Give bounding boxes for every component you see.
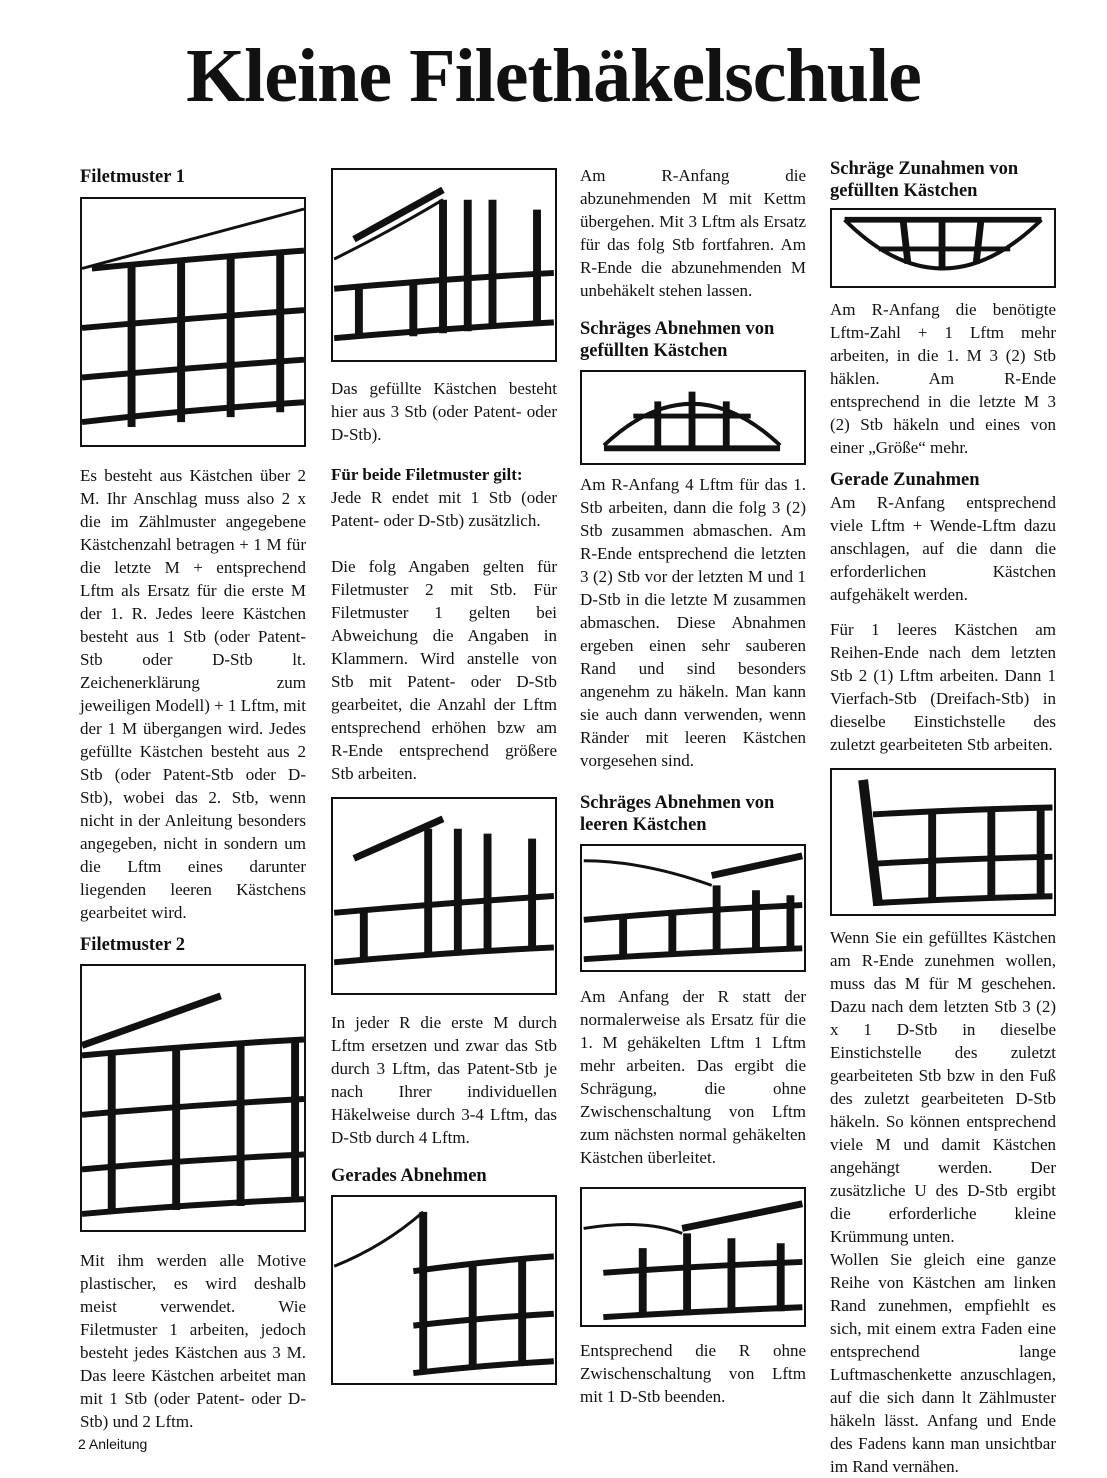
column-2	[331, 160, 557, 1385]
crochet-mesh-illustration	[333, 1197, 555, 1383]
text-slant-dec-empty: Am Anfang der R statt der normalerweise als Ersatz für die 1. M gehäkelten Lftm 1 Lftm mehr arbeiten. Das ergibt die Schrägung, die ohne Zwischenschaltung von Lftm zum nächsten normal gehäkelten Kästchen überleitet.	[580, 987, 806, 1167]
text-filled-box: Das gefüllte Kästchen besteht hier aus 3 Stb (oder Patent- oder D-Stb).	[331, 379, 557, 444]
page-footer: 2 Anleitung	[78, 1436, 148, 1452]
text-row-end: Jede R endet mit 1 Stb (oder Patent- oder D-Stb) zusätzlich.	[331, 488, 557, 530]
text-first-stitch: In jeder R die erste M durch Lftm ersetzen und zwar das Stb durch 3 Lftm, das Patent-Stb je nach Ihrer individuellen Häkelweise durch 3-4 Lftm, das D-Stb durch 4 Lftm.	[331, 1013, 557, 1147]
text-row-inc-left: Wollen Sie gleich eine ganze Reihe von Kästchen am linken Rand zunehmen, empfiehlt es sich, mit einem extra Faden eine entsprechend lange Luftmaschenkette anzuschlagen, auf die sich dann lt Zählmuster häkeln lässt. Anfang und Ende des Fadens kann man unsichtbar im Rand vernähen.	[830, 1250, 1056, 1476]
figure-first-stitch	[331, 797, 557, 995]
column-4	[830, 160, 1056, 1478]
text-empty-box-inc: Für 1 leeres Kästchen am Reihen-Ende nach dem letzten Stb 2 (1) Lftm arbeiten. Dann 1 Vierfach-Stb (Dreifach-Stb) in dieselbe Einstichstelle des zuletzt gearbeiteten Stb arbeiten.	[830, 620, 1056, 754]
figure-straight-inc	[830, 768, 1056, 916]
figure-slant-dec-empty	[580, 844, 806, 972]
text-straight-inc: Am R-Anfang entsprechend viele Lftm + Wende-Lftm dazu anschlagen, auf die dann die erforderlichen Kästchen aufgehäkelt werden.	[830, 493, 1056, 604]
text-straight-dec: Am R-Anfang die abzunehmenden M mit Kettm übergehen. Mit 3 Lftm als Ersatz für das folg Stb fortfahren. Am R-Ende die abzunehmenden M unbehäkelt stehen lassen.	[580, 166, 806, 300]
crochet-mesh-illustration	[832, 770, 1054, 914]
crochet-filled-illustration	[333, 170, 555, 360]
heading-slant-inc-filled: Schräge Zunahmen von gefüllten Kästchen	[830, 159, 1019, 201]
column-3	[580, 160, 806, 1408]
figure-gerades-abnehmen	[331, 1195, 557, 1385]
text-following-info: Die folg Angaben gelten für Filetmuster 2 mit Stb. Für Filetmuster 1 gelten bei Abweichung die Angaben in Klammern. Wird anstelle von Stb mit Patent- oder D-Stb gearbeitet, die Anzahl der Lftm entsprechend erhöhen bzw am R-Ende entsprechend größere Stb arbeiten.	[331, 557, 557, 783]
heading-slant-dec-empty: Schräges Abnehmen von leeren Kästchen	[580, 793, 775, 835]
text-filetmuster-2: Mit ihm werden alle Motive plastischer, es wird deshalb meist verwendet. Wie Filetmuster 1 arbeiten, jedoch besteht jedes Kästchen aus 3 M. Das leere Kästchen arbeitet man mit 1 Stb (oder Patent- oder D-Stb) und 2 Lftm.	[80, 1251, 306, 1431]
column-1	[80, 160, 306, 1433]
figure-filetmuster-1	[80, 197, 306, 447]
heading-slant-dec-filled: Schräges Abnehmen von gefüllten Kästchen	[580, 319, 775, 361]
crochet-bowl-illustration	[832, 210, 1054, 286]
crochet-mesh-illustration	[82, 966, 304, 1230]
figure-slant-dec-filled	[580, 370, 806, 465]
text-slant-dec-end: Entsprechend die R ohne Zwischenschaltung von Lftm mit 1 D-Stb beenden.	[580, 1341, 806, 1406]
label-both-patterns: Für beide Filetmuster gilt:	[331, 465, 523, 484]
page-title: Kleine Filethäkelschule	[186, 34, 921, 118]
crochet-dome-illustration	[582, 372, 804, 463]
figure-filled-box	[331, 168, 557, 362]
heading-filetmuster-2: Filetmuster 2	[80, 935, 185, 955]
heading-filetmuster-1: Filetmuster 1	[80, 167, 185, 187]
text-filetmuster-1: Es besteht aus Kästchen über 2 M. Ihr Anschlag muss also 2 x die im Zählmuster angegebene Kästchenzahl betragen + 1 M für die letzte M + entsprechend Lftm als Ersatz für die erste M der 1. R. Jedes leere Kästchen besteht aus 1 Stb (oder Patent-Stb oder D-Stb lt. Zeichenerklärung zum jeweiligen Modell) + 1 Lftm, mit der 1 M übergangen wird. Jedes gefüllte Kästchen besteht aus 2 Stb (oder Patent-Stb oder D-Stb), wobei das 2. Stb, wenn nicht in der Anleitung besonders angegeben, nicht in sondern um die Lftm eines darunter liegenden leeren Kästchens gearbeitet wird.	[80, 466, 306, 922]
text-slant-dec-filled: Am R-Anfang 4 Lftm für das 1. Stb arbeiten, dann die folg 3 (2) Stb zusammen abmaschen. Am R-Ende entsprechend die letzten 3 (2) Stb vor der letzten M und 1 D-Stb in die letzte M zusammen abmaschen. Diese Abnahmen ergeben einen sehr sauberen Rand und sind besonders angenehm zu häkeln. Man kann sie auch dann verwenden, wenn Ränder mit leeren Kästchen vorgesehen sind.	[580, 475, 806, 770]
figure-filetmuster-2	[80, 964, 306, 1232]
crochet-mesh-illustration	[582, 1189, 804, 1325]
figure-slant-inc-filled	[830, 208, 1056, 288]
crochet-mesh-illustration	[582, 846, 804, 970]
heading-gerades-abnehmen: Gerades Abnehmen	[331, 1166, 487, 1186]
text-filled-box-inc: Wenn Sie ein gefülltes Kästchen am R-Ende zunehmen wollen, muss das M für M geschehen. Dazu nach dem letzten Stb 3 (2) x 1 D-Stb in dieselbe Einstichstelle des zuletzt gearbeiteten Stb bzw in den Fuß des zuletzt gearbeiteten D-Stb häkeln. So können entsprechend viele M und damit Kästchen angehängt werden. Der zusätzliche U des D-Stb ergibt die erforderliche kleine Krümmung unten.	[830, 928, 1056, 1246]
heading-gerade-zunahmen: Gerade Zunahmen	[830, 470, 980, 490]
crochet-filled-illustration	[333, 799, 555, 993]
crochet-mesh-illustration	[82, 199, 304, 445]
text-slant-inc-filled: Am R-Anfang die benötigte Lftm-Zahl + 1 Lftm mehr arbeiten, in die 1. M 3 (2) Stb häklen. Am R-Ende entsprechend in die letzte M 3 (2) Stb häkeln und eines von einer „Größe“ mehr.	[830, 300, 1056, 457]
figure-slant-dec-empty-end	[580, 1187, 806, 1327]
